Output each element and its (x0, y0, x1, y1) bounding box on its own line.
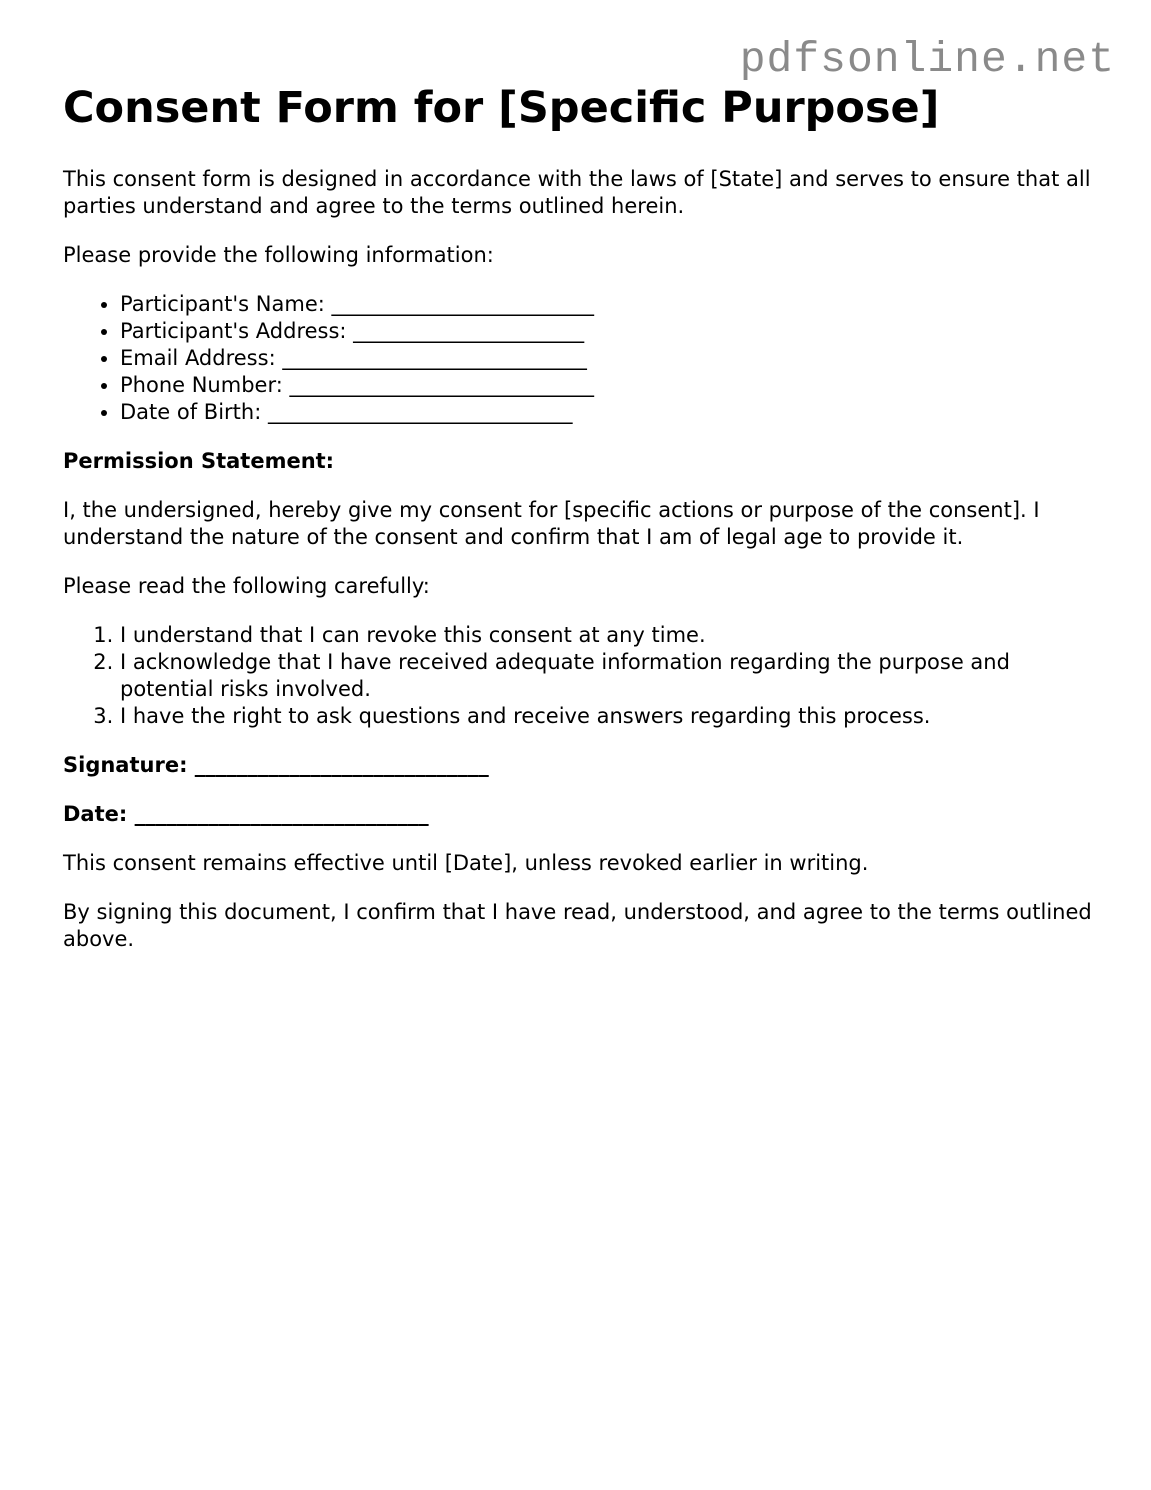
field-participant-address: • Participant's Address: ______________________ (120, 318, 1093, 345)
field-phone-number: • Phone Number: _____________________________ (120, 372, 1093, 399)
field-date-of-birth: • Date of Birth: _____________________________ (120, 399, 1093, 426)
permission-heading: Permission Statement: (63, 449, 335, 473)
info-fields-list (63, 291, 1093, 426)
watermark: pdfsonline.net (739, 35, 1115, 84)
term-item: 1. I understand that I can revoke this consent at any time. (120, 622, 1093, 649)
terms-list (63, 622, 1093, 730)
field-email-address: • Email Address: _____________________________ (120, 345, 1093, 372)
info-prompt: Please provide the following information: (63, 243, 494, 267)
field-participant-name: • Participant's Name: _________________________ (120, 291, 1093, 318)
permission-paragraph: I, the undersigned, hereby give my consent for [specific actions or purpose of the consent]. I understand the nature of the consent and confirm that I am of legal age to provide it. (63, 498, 1040, 549)
term-item: 2. I acknowledge that I have received adequate information regarding the purpose and potential risks involved. (120, 649, 1093, 703)
read-prompt: Please read the following carefully: (63, 574, 430, 598)
closing-paragraph: By signing this document, I confirm that I have read, understood, and agree to the terms outlined above. (63, 900, 1092, 951)
intro-paragraph: This consent form is designed in accordance with the laws of [State] and serves to ensure that all parties understand and agree to the terms outlined herein. (63, 167, 1091, 218)
term-item: 3. I have the right to ask questions and receive answers regarding this process. (120, 703, 1093, 730)
document-body (63, 80, 1093, 975)
date-line: Date: ____________________________ (63, 802, 429, 826)
effective-paragraph: This consent remains effective until [Date], unless revoked earlier in writing. (63, 851, 869, 875)
page-title: Consent Form for [Specific Purpose] (63, 83, 940, 133)
signature-line: Signature: ____________________________ (63, 753, 489, 777)
